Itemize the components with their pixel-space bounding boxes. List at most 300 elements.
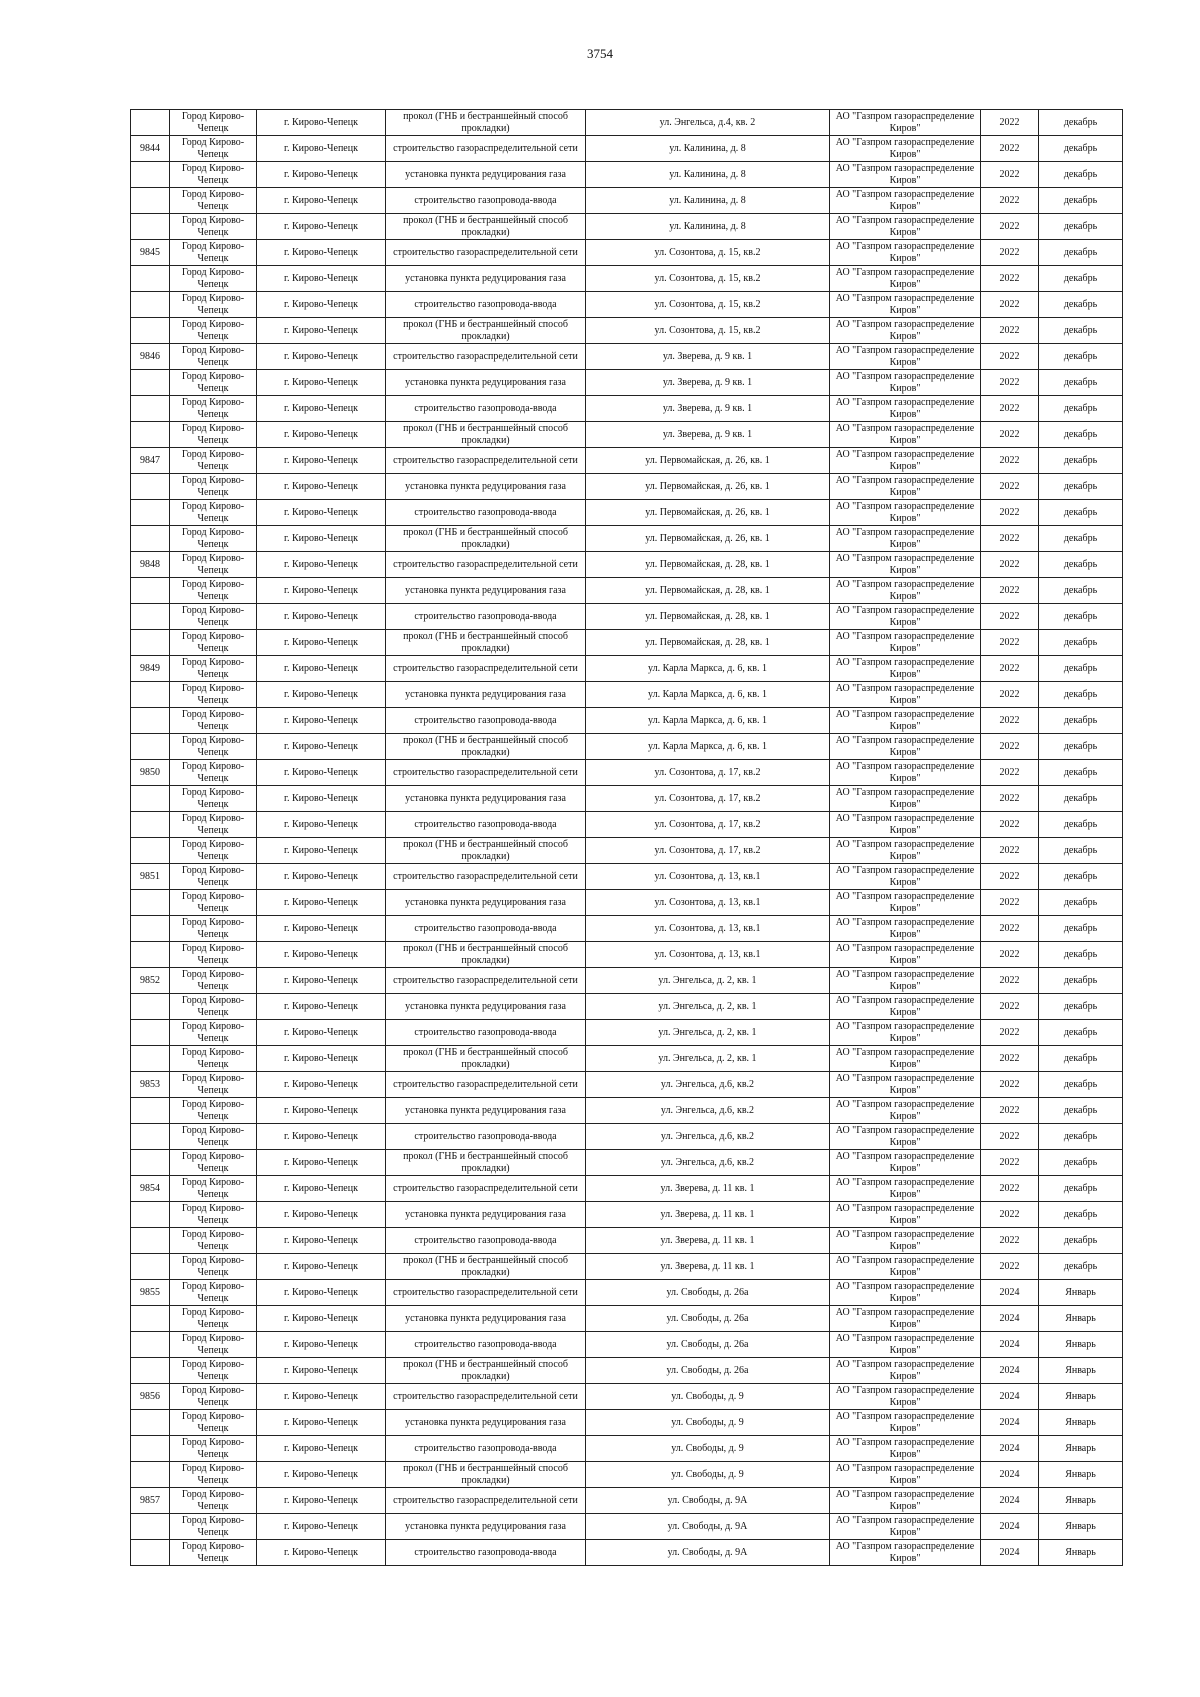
work-type-cell: строительство газораспределительной сети xyxy=(386,864,586,890)
table-row xyxy=(131,474,1123,500)
month-cell: декабрь xyxy=(1039,604,1123,630)
city-cell: г. Кирово-Чепецк xyxy=(257,838,386,864)
year-cell: 2022 xyxy=(981,916,1039,942)
address-cell: ул. Созонтова, д. 15, кв.2 xyxy=(586,292,830,318)
municipality-cell: Город Кирово-Чепецк xyxy=(170,344,257,370)
work-type-cell: установка пункта редуцирования газа xyxy=(386,370,586,396)
city-cell: г. Кирово-Чепецк xyxy=(257,812,386,838)
year-cell: 2022 xyxy=(981,682,1039,708)
year-cell: 2022 xyxy=(981,1020,1039,1046)
work-type-cell: строительство газораспределительной сети xyxy=(386,968,586,994)
address-cell: ул. Первомайская, д. 28, кв. 1 xyxy=(586,604,830,630)
row-number xyxy=(131,1254,170,1280)
work-type-cell: установка пункта редуцирования газа xyxy=(386,1306,586,1332)
municipality-cell: Город Кирово-Чепецк xyxy=(170,1462,257,1488)
municipality-cell: Город Кирово-Чепецк xyxy=(170,708,257,734)
table-row xyxy=(131,812,1123,838)
row-number xyxy=(131,708,170,734)
work-type-cell: установка пункта редуцирования газа xyxy=(386,890,586,916)
address-cell: ул. Энгельса, д. 2, кв. 1 xyxy=(586,1046,830,1072)
year-cell: 2022 xyxy=(981,214,1039,240)
city-cell: г. Кирово-Чепецк xyxy=(257,526,386,552)
year-cell: 2024 xyxy=(981,1280,1039,1306)
municipality-cell: Город Кирово-Чепецк xyxy=(170,578,257,604)
row-number: 9856 xyxy=(131,1384,170,1410)
municipality-cell: Город Кирово-Чепецк xyxy=(170,760,257,786)
city-cell: г. Кирово-Чепецк xyxy=(257,552,386,578)
row-number xyxy=(131,1436,170,1462)
year-cell: 2022 xyxy=(981,1098,1039,1124)
municipality-cell: Город Кирово-Чепецк xyxy=(170,1020,257,1046)
address-cell: ул. Зверева, д. 9 кв. 1 xyxy=(586,396,830,422)
city-cell: г. Кирово-Чепецк xyxy=(257,1202,386,1228)
table-row xyxy=(131,110,1123,136)
organization-cell: АО "Газпром газораспределение Киров" xyxy=(830,942,981,968)
work-type-cell: строительство газораспределительной сети xyxy=(386,1176,586,1202)
city-cell: г. Кирово-Чепецк xyxy=(257,786,386,812)
municipality-cell: Город Кирово-Чепецк xyxy=(170,240,257,266)
work-type-cell: строительство газораспределительной сети xyxy=(386,240,586,266)
row-number xyxy=(131,1046,170,1072)
municipality-cell: Город Кирово-Чепецк xyxy=(170,1410,257,1436)
table-row xyxy=(131,1306,1123,1332)
year-cell: 2022 xyxy=(981,942,1039,968)
organization-cell: АО "Газпром газораспределение Киров" xyxy=(830,812,981,838)
register-body xyxy=(131,110,1123,1566)
city-cell: г. Кирово-Чепецк xyxy=(257,1488,386,1514)
year-cell: 2024 xyxy=(981,1410,1039,1436)
table-row xyxy=(131,1410,1123,1436)
row-number xyxy=(131,1228,170,1254)
municipality-cell: Город Кирово-Чепецк xyxy=(170,604,257,630)
work-type-cell: строительство газораспределительной сети xyxy=(386,1280,586,1306)
address-cell: ул. Свободы, д. 26а xyxy=(586,1358,830,1384)
municipality-cell: Город Кирово-Чепецк xyxy=(170,838,257,864)
work-type-cell: прокол (ГНБ и бестраншейный способ прокладки) xyxy=(386,110,586,136)
organization-cell: АО "Газпром газораспределение Киров" xyxy=(830,292,981,318)
municipality-cell: Город Кирово-Чепецк xyxy=(170,448,257,474)
year-cell: 2024 xyxy=(981,1332,1039,1358)
municipality-cell: Город Кирово-Чепецк xyxy=(170,552,257,578)
month-cell: декабрь xyxy=(1039,1124,1123,1150)
work-type-cell: прокол (ГНБ и бестраншейный способ прокладки) xyxy=(386,1046,586,1072)
organization-cell: АО "Газпром газораспределение Киров" xyxy=(830,136,981,162)
city-cell: г. Кирово-Чепецк xyxy=(257,682,386,708)
work-type-cell: установка пункта редуцирования газа xyxy=(386,1202,586,1228)
organization-cell: АО "Газпром газораспределение Киров" xyxy=(830,890,981,916)
month-cell: декабрь xyxy=(1039,1072,1123,1098)
month-cell: декабрь xyxy=(1039,448,1123,474)
work-type-cell: установка пункта редуцирования газа xyxy=(386,1410,586,1436)
municipality-cell: Город Кирово-Чепецк xyxy=(170,526,257,552)
table-row xyxy=(131,1202,1123,1228)
row-number xyxy=(131,682,170,708)
organization-cell: АО "Газпром газораспределение Киров" xyxy=(830,864,981,890)
table-row xyxy=(131,1332,1123,1358)
month-cell: декабрь xyxy=(1039,344,1123,370)
organization-cell: АО "Газпром газораспределение Киров" xyxy=(830,734,981,760)
address-cell: ул. Свободы, д. 26а xyxy=(586,1332,830,1358)
month-cell: декабрь xyxy=(1039,214,1123,240)
organization-cell: АО "Газпром газораспределение Киров" xyxy=(830,240,981,266)
city-cell: г. Кирово-Чепецк xyxy=(257,318,386,344)
city-cell: г. Кирово-Чепецк xyxy=(257,708,386,734)
organization-cell: АО "Газпром газораспределение Киров" xyxy=(830,916,981,942)
work-type-cell: установка пункта редуцирования газа xyxy=(386,682,586,708)
month-cell: декабрь xyxy=(1039,1176,1123,1202)
organization-cell: АО "Газпром газораспределение Киров" xyxy=(830,630,981,656)
table-row xyxy=(131,656,1123,682)
work-type-cell: строительство газопровода-ввода xyxy=(386,500,586,526)
organization-cell: АО "Газпром газораспределение Киров" xyxy=(830,1436,981,1462)
address-cell: ул. Созонтова, д. 13, кв.1 xyxy=(586,890,830,916)
table-row xyxy=(131,968,1123,994)
month-cell: декабрь xyxy=(1039,760,1123,786)
work-type-cell: строительство газораспределительной сети xyxy=(386,1072,586,1098)
work-type-cell: строительство газопровода-ввода xyxy=(386,292,586,318)
month-cell: декабрь xyxy=(1039,656,1123,682)
work-type-cell: прокол (ГНБ и бестраншейный способ прокладки) xyxy=(386,1150,586,1176)
city-cell: г. Кирово-Чепецк xyxy=(257,344,386,370)
row-number xyxy=(131,266,170,292)
municipality-cell: Город Кирово-Чепецк xyxy=(170,1228,257,1254)
year-cell: 2022 xyxy=(981,1150,1039,1176)
address-cell: ул. Зверева, д. 11 кв. 1 xyxy=(586,1228,830,1254)
city-cell: г. Кирово-Чепецк xyxy=(257,890,386,916)
work-type-cell: прокол (ГНБ и бестраншейный способ прокладки) xyxy=(386,838,586,864)
table-row xyxy=(131,1280,1123,1306)
address-cell: ул. Созонтова, д. 17, кв.2 xyxy=(586,786,830,812)
table-row xyxy=(131,1098,1123,1124)
organization-cell: АО "Газпром газораспределение Киров" xyxy=(830,1202,981,1228)
work-type-cell: строительство газопровода-ввода xyxy=(386,604,586,630)
organization-cell: АО "Газпром газораспределение Киров" xyxy=(830,526,981,552)
city-cell: г. Кирово-Чепецк xyxy=(257,1540,386,1566)
month-cell: декабрь xyxy=(1039,864,1123,890)
work-type-cell: прокол (ГНБ и бестраншейный способ прокладки) xyxy=(386,526,586,552)
city-cell: г. Кирово-Чепецк xyxy=(257,1228,386,1254)
table-row xyxy=(131,526,1123,552)
municipality-cell: Город Кирово-Чепецк xyxy=(170,214,257,240)
row-number xyxy=(131,1202,170,1228)
address-cell: ул. Зверева, д. 11 кв. 1 xyxy=(586,1176,830,1202)
work-type-cell: строительство газораспределительной сети xyxy=(386,1384,586,1410)
organization-cell: АО "Газпром газораспределение Киров" xyxy=(830,1306,981,1332)
month-cell: декабрь xyxy=(1039,396,1123,422)
municipality-cell: Город Кирово-Чепецк xyxy=(170,916,257,942)
table-row xyxy=(131,266,1123,292)
address-cell: ул. Энгельса, д.6, кв.2 xyxy=(586,1072,830,1098)
address-cell: ул. Карла Маркса, д. 6, кв. 1 xyxy=(586,734,830,760)
table-row xyxy=(131,786,1123,812)
municipality-cell: Город Кирово-Чепецк xyxy=(170,968,257,994)
municipality-cell: Город Кирово-Чепецк xyxy=(170,1046,257,1072)
table-row xyxy=(131,630,1123,656)
year-cell: 2022 xyxy=(981,1228,1039,1254)
month-cell: декабрь xyxy=(1039,968,1123,994)
row-number xyxy=(131,734,170,760)
row-number xyxy=(131,1358,170,1384)
city-cell: г. Кирово-Чепецк xyxy=(257,1358,386,1384)
work-type-cell: строительство газораспределительной сети xyxy=(386,552,586,578)
month-cell: декабрь xyxy=(1039,916,1123,942)
month-cell: декабрь xyxy=(1039,1046,1123,1072)
address-cell: ул. Свободы, д. 9А xyxy=(586,1488,830,1514)
organization-cell: АО "Газпром газораспределение Киров" xyxy=(830,1332,981,1358)
row-number: 9844 xyxy=(131,136,170,162)
municipality-cell: Город Кирово-Чепецк xyxy=(170,630,257,656)
table-row xyxy=(131,760,1123,786)
work-type-cell: прокол (ГНБ и бестраншейный способ прокладки) xyxy=(386,630,586,656)
work-type-cell: строительство газораспределительной сети xyxy=(386,1488,586,1514)
organization-cell: АО "Газпром газораспределение Киров" xyxy=(830,1410,981,1436)
organization-cell: АО "Газпром газораспределение Киров" xyxy=(830,786,981,812)
city-cell: г. Кирово-Чепецк xyxy=(257,630,386,656)
address-cell: ул. Свободы, д. 26а xyxy=(586,1280,830,1306)
city-cell: г. Кирово-Чепецк xyxy=(257,942,386,968)
work-type-cell: строительство газораспределительной сети xyxy=(386,344,586,370)
address-cell: ул. Калинина, д. 8 xyxy=(586,162,830,188)
year-cell: 2022 xyxy=(981,1124,1039,1150)
work-type-cell: установка пункта редуцирования газа xyxy=(386,474,586,500)
address-cell: ул. Созонтова, д. 15, кв.2 xyxy=(586,318,830,344)
row-number xyxy=(131,188,170,214)
work-type-cell: установка пункта редуцирования газа xyxy=(386,994,586,1020)
address-cell: ул. Созонтова, д. 13, кв.1 xyxy=(586,916,830,942)
row-number: 9854 xyxy=(131,1176,170,1202)
municipality-cell: Город Кирово-Чепецк xyxy=(170,292,257,318)
municipality-cell: Город Кирово-Чепецк xyxy=(170,162,257,188)
table-row xyxy=(131,682,1123,708)
table-row xyxy=(131,1462,1123,1488)
city-cell: г. Кирово-Чепецк xyxy=(257,1306,386,1332)
address-cell: ул. Свободы, д. 9 xyxy=(586,1410,830,1436)
year-cell: 2022 xyxy=(981,266,1039,292)
address-cell: ул. Созонтова, д. 15, кв.2 xyxy=(586,266,830,292)
city-cell: г. Кирово-Чепецк xyxy=(257,474,386,500)
month-cell: декабрь xyxy=(1039,630,1123,656)
work-type-cell: прокол (ГНБ и бестраншейный способ прокладки) xyxy=(386,422,586,448)
year-cell: 2022 xyxy=(981,292,1039,318)
address-cell: ул. Энгельса, д.6, кв.2 xyxy=(586,1098,830,1124)
month-cell: декабрь xyxy=(1039,994,1123,1020)
city-cell: г. Кирово-Чепецк xyxy=(257,760,386,786)
year-cell: 2022 xyxy=(981,448,1039,474)
city-cell: г. Кирово-Чепецк xyxy=(257,1462,386,1488)
organization-cell: АО "Газпром газораспределение Киров" xyxy=(830,1124,981,1150)
table-row xyxy=(131,422,1123,448)
address-cell: ул. Свободы, д. 9 xyxy=(586,1436,830,1462)
table-row xyxy=(131,734,1123,760)
work-type-cell: строительство газопровода-ввода xyxy=(386,812,586,838)
month-cell: декабрь xyxy=(1039,188,1123,214)
city-cell: г. Кирово-Чепецк xyxy=(257,188,386,214)
month-cell: декабрь xyxy=(1039,786,1123,812)
month-cell: декабрь xyxy=(1039,578,1123,604)
municipality-cell: Город Кирово-Чепецк xyxy=(170,474,257,500)
address-cell: ул. Зверева, д. 9 кв. 1 xyxy=(586,344,830,370)
city-cell: г. Кирово-Чепецк xyxy=(257,1254,386,1280)
row-number xyxy=(131,162,170,188)
city-cell: г. Кирово-Чепецк xyxy=(257,1436,386,1462)
year-cell: 2022 xyxy=(981,578,1039,604)
address-cell: ул. Калинина, д. 8 xyxy=(586,136,830,162)
municipality-cell: Город Кирово-Чепецк xyxy=(170,370,257,396)
row-number: 9846 xyxy=(131,344,170,370)
address-cell: ул. Первомайская, д. 26, кв. 1 xyxy=(586,448,830,474)
row-number: 9845 xyxy=(131,240,170,266)
table-row xyxy=(131,864,1123,890)
address-cell: ул. Свободы, д. 9 xyxy=(586,1462,830,1488)
municipality-cell: Город Кирово-Чепецк xyxy=(170,1436,257,1462)
row-number xyxy=(131,1514,170,1540)
address-cell: ул. Карла Маркса, д. 6, кв. 1 xyxy=(586,708,830,734)
address-cell: ул. Энгельса, д. 2, кв. 1 xyxy=(586,1020,830,1046)
row-number xyxy=(131,994,170,1020)
work-type-cell: строительство газопровода-ввода xyxy=(386,188,586,214)
address-cell: ул. Свободы, д. 26а xyxy=(586,1306,830,1332)
organization-cell: АО "Газпром газораспределение Киров" xyxy=(830,162,981,188)
table-row xyxy=(131,240,1123,266)
municipality-cell: Город Кирово-Чепецк xyxy=(170,1254,257,1280)
row-number: 9857 xyxy=(131,1488,170,1514)
month-cell: декабрь xyxy=(1039,1020,1123,1046)
table-row xyxy=(131,838,1123,864)
address-cell: ул. Созонтова, д. 13, кв.1 xyxy=(586,864,830,890)
work-type-cell: прокол (ГНБ и бестраншейный способ прокладки) xyxy=(386,942,586,968)
city-cell: г. Кирово-Чепецк xyxy=(257,1046,386,1072)
table-row xyxy=(131,942,1123,968)
year-cell: 2022 xyxy=(981,630,1039,656)
municipality-cell: Город Кирово-Чепецк xyxy=(170,1540,257,1566)
year-cell: 2022 xyxy=(981,1254,1039,1280)
row-number xyxy=(131,1150,170,1176)
row-number xyxy=(131,474,170,500)
organization-cell: АО "Газпром газораспределение Киров" xyxy=(830,422,981,448)
municipality-cell: Город Кирово-Чепецк xyxy=(170,1384,257,1410)
month-cell: Январь xyxy=(1039,1332,1123,1358)
city-cell: г. Кирово-Чепецк xyxy=(257,422,386,448)
row-number xyxy=(131,1098,170,1124)
municipality-cell: Город Кирово-Чепецк xyxy=(170,1150,257,1176)
year-cell: 2022 xyxy=(981,604,1039,630)
row-number xyxy=(131,630,170,656)
work-type-cell: установка пункта редуцирования газа xyxy=(386,266,586,292)
city-cell: г. Кирово-Чепецк xyxy=(257,604,386,630)
city-cell: г. Кирово-Чепецк xyxy=(257,1410,386,1436)
year-cell: 2022 xyxy=(981,994,1039,1020)
city-cell: г. Кирово-Чепецк xyxy=(257,292,386,318)
table-row xyxy=(131,1072,1123,1098)
organization-cell: АО "Газпром газораспределение Киров" xyxy=(830,110,981,136)
organization-cell: АО "Газпром газораспределение Киров" xyxy=(830,214,981,240)
month-cell: декабрь xyxy=(1039,942,1123,968)
month-cell: декабрь xyxy=(1039,474,1123,500)
work-type-cell: установка пункта редуцирования газа xyxy=(386,786,586,812)
month-cell: декабрь xyxy=(1039,1202,1123,1228)
organization-cell: АО "Газпром газораспределение Киров" xyxy=(830,1384,981,1410)
address-cell: ул. Энгельса, д.4, кв. 2 xyxy=(586,110,830,136)
work-type-cell: прокол (ГНБ и бестраншейный способ прокладки) xyxy=(386,214,586,240)
year-cell: 2024 xyxy=(981,1540,1039,1566)
organization-cell: АО "Газпром газораспределение Киров" xyxy=(830,448,981,474)
month-cell: декабрь xyxy=(1039,292,1123,318)
year-cell: 2022 xyxy=(981,1202,1039,1228)
address-cell: ул. Зверева, д. 11 кв. 1 xyxy=(586,1202,830,1228)
municipality-cell: Город Кирово-Чепецк xyxy=(170,890,257,916)
city-cell: г. Кирово-Чепецк xyxy=(257,240,386,266)
row-number xyxy=(131,578,170,604)
year-cell: 2022 xyxy=(981,344,1039,370)
year-cell: 2022 xyxy=(981,890,1039,916)
row-number xyxy=(131,422,170,448)
municipality-cell: Город Кирово-Чепецк xyxy=(170,1358,257,1384)
organization-cell: АО "Газпром газораспределение Киров" xyxy=(830,578,981,604)
table-row xyxy=(131,994,1123,1020)
organization-cell: АО "Газпром газораспределение Киров" xyxy=(830,1540,981,1566)
table-row xyxy=(131,1020,1123,1046)
city-cell: г. Кирово-Чепецк xyxy=(257,1072,386,1098)
work-type-cell: установка пункта редуцирования газа xyxy=(386,162,586,188)
address-cell: ул. Калинина, д. 8 xyxy=(586,214,830,240)
address-cell: ул. Калинина, д. 8 xyxy=(586,188,830,214)
table-row xyxy=(131,344,1123,370)
year-cell: 2022 xyxy=(981,864,1039,890)
address-cell: ул. Созонтова, д. 17, кв.2 xyxy=(586,760,830,786)
municipality-cell: Город Кирово-Чепецк xyxy=(170,1488,257,1514)
month-cell: декабрь xyxy=(1039,1098,1123,1124)
month-cell: Январь xyxy=(1039,1280,1123,1306)
organization-cell: АО "Газпром газораспределение Киров" xyxy=(830,1046,981,1072)
row-number xyxy=(131,786,170,812)
month-cell: декабрь xyxy=(1039,526,1123,552)
table-row xyxy=(131,1176,1123,1202)
address-cell: ул. Первомайская, д. 28, кв. 1 xyxy=(586,552,830,578)
row-number: 9852 xyxy=(131,968,170,994)
address-cell: ул. Свободы, д. 9А xyxy=(586,1540,830,1566)
month-cell: декабрь xyxy=(1039,266,1123,292)
city-cell: г. Кирово-Чепецк xyxy=(257,1176,386,1202)
row-number xyxy=(131,942,170,968)
city-cell: г. Кирово-Чепецк xyxy=(257,448,386,474)
table-row xyxy=(131,1384,1123,1410)
year-cell: 2022 xyxy=(981,760,1039,786)
municipality-cell: Город Кирово-Чепецк xyxy=(170,1514,257,1540)
municipality-cell: Город Кирово-Чепецк xyxy=(170,396,257,422)
address-cell: ул. Зверева, д. 9 кв. 1 xyxy=(586,422,830,448)
table-row xyxy=(131,1358,1123,1384)
month-cell: декабрь xyxy=(1039,110,1123,136)
year-cell: 2022 xyxy=(981,110,1039,136)
work-type-cell: строительство газопровода-ввода xyxy=(386,708,586,734)
month-cell: декабрь xyxy=(1039,1228,1123,1254)
table-row xyxy=(131,604,1123,630)
month-cell: декабрь xyxy=(1039,1254,1123,1280)
row-number xyxy=(131,500,170,526)
page-number: 3754 xyxy=(587,46,613,61)
month-cell: декабрь xyxy=(1039,136,1123,162)
municipality-cell: Город Кирово-Чепецк xyxy=(170,656,257,682)
row-number xyxy=(131,1410,170,1436)
organization-cell: АО "Газпром газораспределение Киров" xyxy=(830,474,981,500)
organization-cell: АО "Газпром газораспределение Киров" xyxy=(830,318,981,344)
organization-cell: АО "Газпром газораспределение Киров" xyxy=(830,396,981,422)
municipality-cell: Город Кирово-Чепецк xyxy=(170,1306,257,1332)
year-cell: 2022 xyxy=(981,162,1039,188)
year-cell: 2024 xyxy=(981,1384,1039,1410)
row-number xyxy=(131,812,170,838)
organization-cell: АО "Газпром газораспределение Киров" xyxy=(830,838,981,864)
